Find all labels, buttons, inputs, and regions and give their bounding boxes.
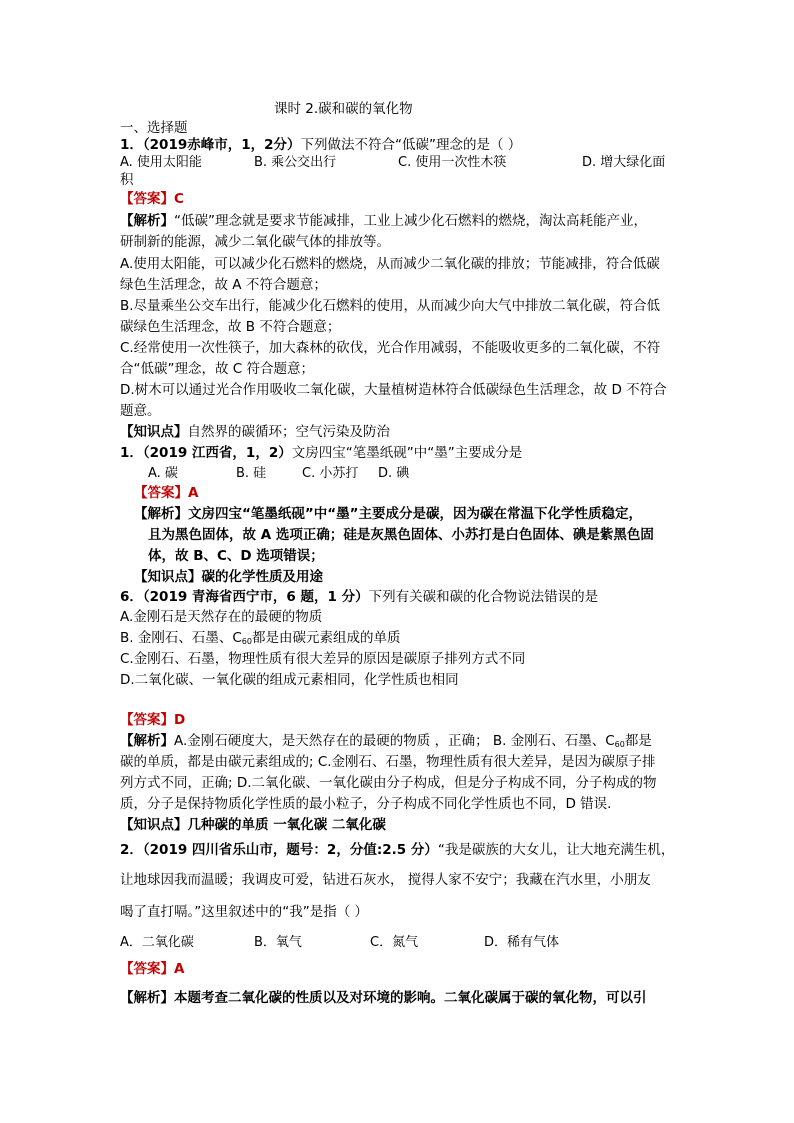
knowledge-point	[134, 569, 323, 585]
answer-value: A	[174, 961, 185, 977]
option-d-wrap: 积	[120, 172, 134, 188]
question-text: “我是碳族的大女儿，让大地充满生机，	[437, 842, 675, 858]
answer-line	[120, 961, 184, 977]
option-b: B. 硅	[236, 466, 267, 481]
option-a: A．二氧化碳	[120, 935, 194, 950]
analysis-line: A.使用太阳能，可以减少化石燃料的燃烧，从而减少二氧化碳的排放；节能减排，符合低碳	[120, 256, 660, 272]
answer-tag: 【答案】	[134, 485, 188, 501]
analysis-line	[120, 213, 647, 229]
analysis-line: 绿色生活理念，故 A 不符合题意；	[120, 277, 327, 293]
question-source: （2019 青海省西宁市，6 题，1 分）	[142, 589, 369, 605]
option-d: D. 碘	[378, 466, 410, 481]
subscript: 60	[241, 637, 252, 646]
option-d: D. 增大绿化面	[582, 155, 666, 170]
answer-tag: 【答案】	[120, 961, 174, 977]
answer-line	[134, 485, 198, 501]
analysis-line: C.经常使用一次性筷子，加大森林的砍伐，光合作用减弱，不能吸收更多的二氧化碳，不符	[120, 340, 661, 356]
knowledge-tag: 【知识点】	[120, 424, 188, 440]
answer-value: D	[174, 712, 186, 728]
question-source: （2019 四川省乐山市，题号：2，分值:2.5 分）	[142, 842, 438, 858]
analysis-tag: 【解析】	[120, 733, 174, 749]
analysis-line	[120, 733, 652, 749]
question-text: 文房四宝“笔墨纸砚”中“墨”主要成分是	[291, 445, 523, 461]
option-text: B. 金刚石、石墨、C	[120, 630, 242, 646]
analysis-text: A.金刚石硬度大，是天然存在的最硬的物质 ，正确； B. 金刚石、石墨、C	[174, 733, 615, 749]
analysis-line: 质，分子是保持物质化学性质的最小粒子，分子构成不同化学性质也不同，D 错误.	[120, 796, 612, 812]
analysis-text: 文房四宝“笔墨纸砚”中“墨”主要成分是碳，因为碳在常温下化学性质稳定，	[188, 506, 642, 522]
option-c: C. 使用一次性木筷	[398, 155, 507, 170]
analysis-text: 都是	[624, 733, 652, 749]
knowledge-point	[120, 424, 390, 440]
answer-value: A	[188, 485, 199, 501]
analysis-text: “低碳”理念就是要求节能减排，工业上减少化石燃料的燃烧，淘汰高耗能产业，	[174, 213, 647, 229]
knowledge-point	[120, 817, 386, 833]
analysis-line: D.树木可以通过光合作用吸收二氧化碳，大量植树造林符合低碳绿色生活理念，故 D 不符合	[120, 382, 667, 398]
question-number: 1．	[120, 445, 143, 461]
analysis-line: 碳的单质，都是由碳元素组成的; C.金刚石、石墨，物理性质有很大差异，是因为碳原子排	[120, 754, 656, 770]
section-heading: 一、选择题	[120, 120, 188, 136]
answer-line	[120, 191, 184, 207]
analysis-line: 题意。	[120, 403, 161, 419]
question-text: 下列做法不符合“低碳”理念的是（ ）	[300, 137, 522, 153]
option-d: D．稀有气体	[484, 935, 560, 950]
option-a: A. 使用太阳能	[120, 155, 202, 170]
analysis-line: 碳绿色生活理念，故 B 不符合题意；	[120, 319, 341, 335]
question-text-line: 喝了直打嗝。”这里叙述中的“我”是指（ ）	[120, 904, 369, 920]
analysis-tag: 【解析】	[120, 990, 174, 1006]
question-number: 2．	[120, 842, 143, 858]
option-c: C．氮气	[370, 935, 419, 950]
analysis-line	[134, 506, 642, 522]
analysis-line: 研制新的能源，减少二氧化碳气体的排放等。	[120, 234, 390, 250]
option-b: B．氧气	[254, 935, 302, 950]
option-d: D.二氧化碳、一氧化碳的组成元素相同，化学性质也相同	[120, 672, 459, 688]
option-a: A. 碳	[148, 466, 178, 481]
option-b: B. 乘公交出行	[254, 155, 337, 170]
knowledge-text: 几种碳的单质 一氧化碳 二氧化碳	[187, 817, 386, 833]
question-4-stem	[120, 842, 674, 858]
answer-tag: 【答案】	[120, 712, 174, 728]
question-number: 6．	[120, 589, 143, 605]
page-title: 课时 2.碳和碳的氧化物	[274, 101, 413, 117]
subscript: 60	[614, 740, 625, 749]
analysis-line: 体，故 B、C、D 选项错误；	[148, 548, 324, 564]
knowledge-text: 碳的化学性质及用途	[201, 569, 323, 585]
analysis-line: 合“低碳”理念，故 C 符合题意；	[120, 361, 314, 377]
question-source: （2019 江西省，1，2）	[142, 445, 292, 461]
option-b	[120, 630, 400, 646]
knowledge-tag: 【知识点】	[134, 569, 202, 585]
option-c: C. 小苏打	[302, 466, 359, 481]
analysis-line	[120, 990, 647, 1006]
question-source: （2019赤峰市，1，2分）	[142, 137, 301, 153]
analysis-tag: 【解析】	[134, 506, 188, 522]
answer-tag: 【答案】	[120, 191, 174, 207]
analysis-line: 列方式不同，正确; D.二氧化碳、一氧化碳由分子构成，但是分子构成不同，分子构成的物	[120, 775, 657, 791]
analysis-line: 且为黑色固体，故 A 选项正确；硅是灰黑色固体、小苏打是白色固体、碘是紫黑色固	[148, 527, 654, 543]
question-2-stem	[120, 445, 522, 461]
option-text: 都是由碳元素组成的单质	[251, 630, 401, 646]
question-number: 1．	[120, 137, 143, 153]
option-c: C.金刚石、石墨，物理性质有很大差异的原因是碳原子排列方式不同	[120, 651, 526, 667]
question-1-stem	[120, 137, 521, 153]
option-a: A.金刚石是天然存在的最硬的物质	[120, 609, 323, 625]
answer-line	[120, 712, 185, 728]
question-text-line: 让地球因我而温暖；我调皮可爱，钻进石灰水， 搅得人家不安宁；我藏在汽水里，小朋友	[120, 872, 651, 888]
analysis-text: 本题考查二氧化碳的性质以及对环境的影响。二氧化碳属于碳的氧化物，可以引	[174, 990, 647, 1006]
analysis-line: B.尽量乘坐公交车出行，能减少化石燃料的使用，从而减少向大气中排放二氧化碳，符合低	[120, 298, 661, 314]
analysis-tag: 【解析】	[120, 213, 174, 229]
question-3-stem	[120, 589, 598, 605]
question-text: 下列有关碳和碳的化合物说法错误的是	[368, 589, 599, 605]
knowledge-text: 自然界的碳循环；空气污染及防治	[187, 424, 390, 440]
knowledge-tag: 【知识点】	[120, 817, 188, 833]
answer-value: C	[174, 191, 184, 207]
